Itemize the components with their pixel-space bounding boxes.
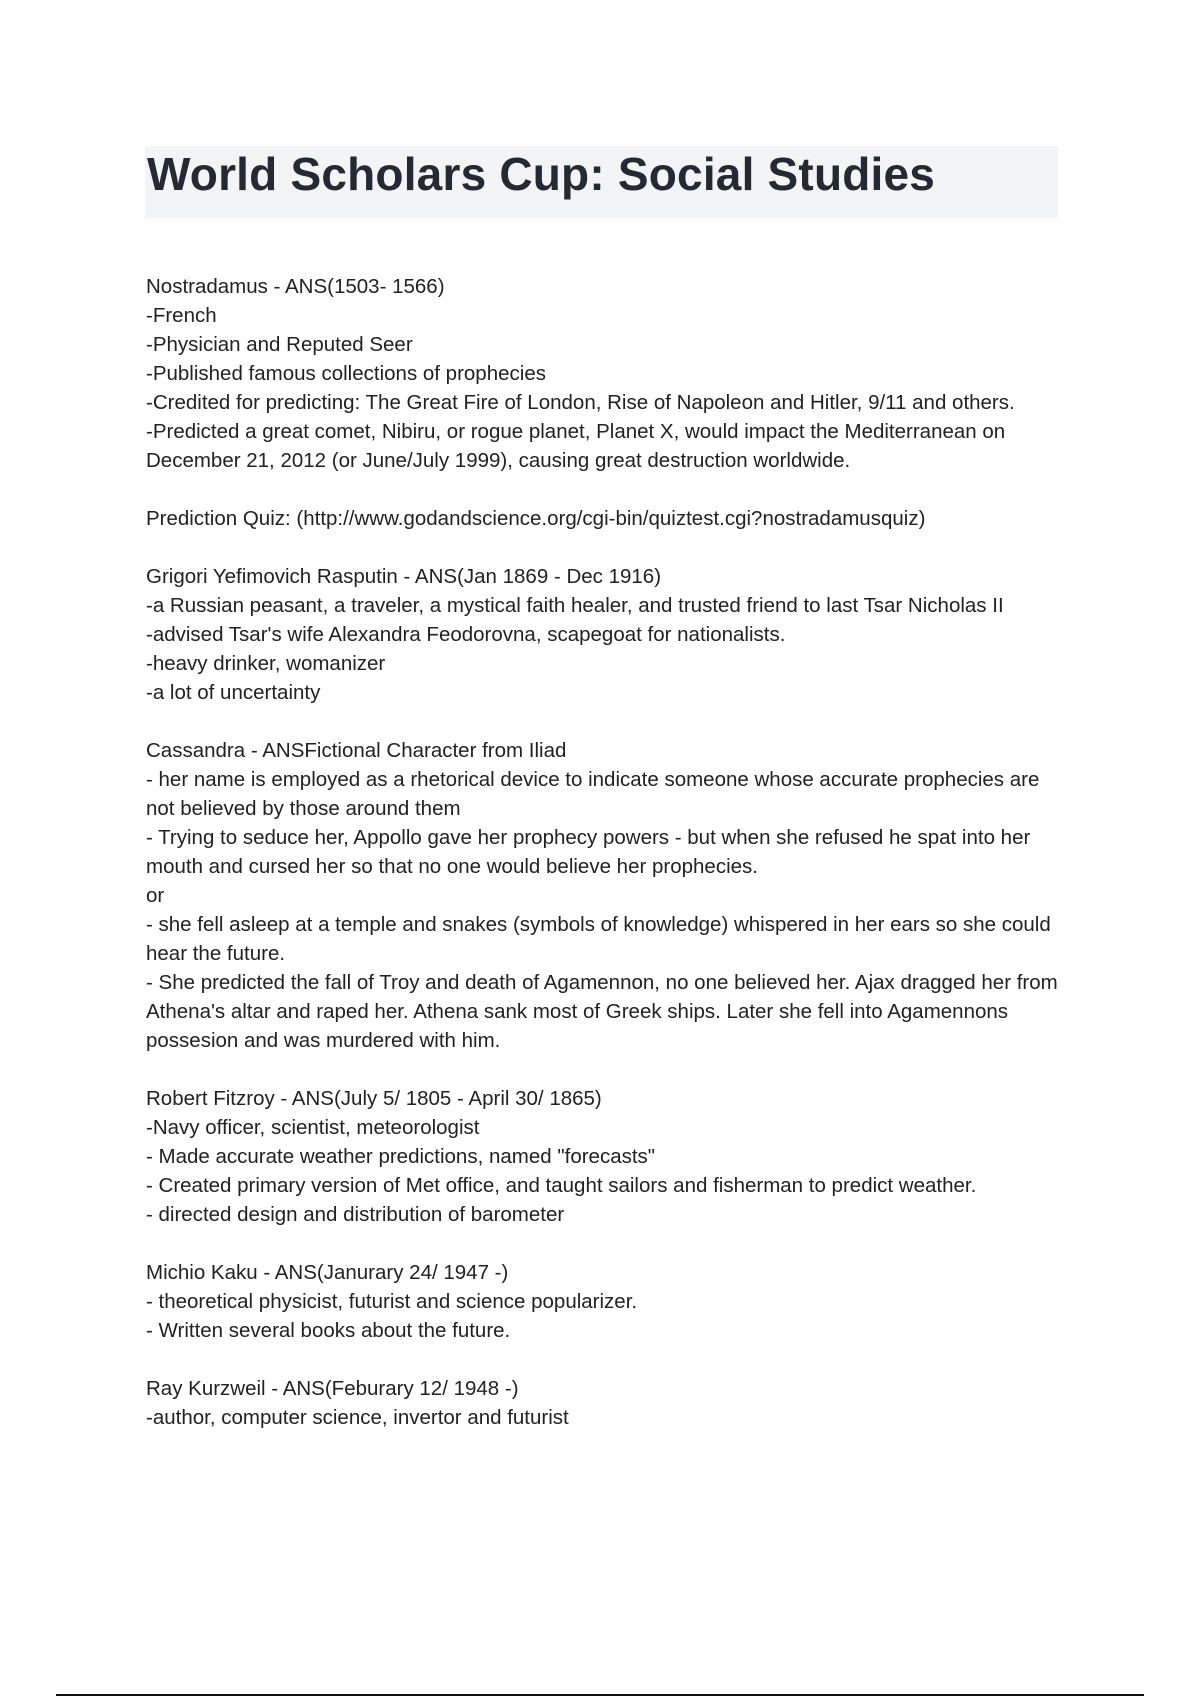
entry-line: -Physician and Reputed Seer — [146, 333, 413, 356]
entry-kurzweil — [146, 1374, 1066, 1432]
document-body — [146, 272, 1066, 1461]
entry-rasputin — [146, 562, 1066, 707]
entry-line: - she fell asleep at a temple and snakes (symbols of knowledge) whispered in her ears so she could hear the future. — [146, 913, 1051, 965]
entry-kaku — [146, 1258, 1066, 1345]
entry-nostradamus — [146, 272, 1066, 475]
entry-line: - Made accurate weather predictions, named "forecasts" — [146, 1145, 656, 1168]
entry-line: or — [146, 884, 165, 907]
entry-line: -a Russian peasant, a traveler, a mystical faith healer, and trusted friend to last Tsar Nicholas II — [146, 594, 1004, 617]
entry-heading: Cassandra - ANSFictional Character from Iliad — [146, 739, 567, 762]
entry-line: - her name is employed as a rhetorical device to indicate someone whose accurate prophecies are not believed by those around them — [146, 768, 1040, 820]
entry-heading: Ray Kurzweil - ANS(Feburary 12/ 1948 -) — [146, 1377, 519, 1400]
entry-line: - theoretical physicist, futurist and science popularizer. — [146, 1290, 638, 1313]
entry-line: -French — [146, 304, 217, 327]
entry-line: - Created primary version of Met office, and taught sailors and fisherman to predict weather. — [146, 1174, 977, 1197]
entry-line: - Written several books about the future. — [146, 1319, 511, 1342]
entry-line: -a lot of uncertainty — [146, 681, 321, 704]
quiz-link-text: Prediction Quiz: (http://www.godandscience.org/cgi-bin/quiztest.cgi?nostradamusquiz) — [146, 507, 926, 530]
entry-line: -Predicted a great comet, Nibiru, or rogue planet, Planet X, would impact the Mediterranean on December 21, 2012 (or June/July 1999), causing great destruction worldwide. — [146, 420, 1006, 472]
entry-line: -Navy officer, scientist, meteorologist — [146, 1116, 480, 1139]
entry-heading: Grigori Yefimovich Rasputin - ANS(Jan 1869 - Dec 1916) — [146, 565, 662, 588]
page-title: World Scholars Cup: Social Studies — [147, 148, 936, 200]
entry-heading: Michio Kaku - ANS(Janurary 24/ 1947 -) — [146, 1261, 509, 1284]
entry-line: -Credited for predicting: The Great Fire of London, Rise of Napoleon and Hitler, 9/11 and others. — [146, 391, 1015, 414]
entry-line: -heavy drinker, womanizer — [146, 652, 386, 675]
entry-prediction-quiz — [146, 504, 1066, 533]
entry-cassandra — [146, 736, 1066, 1055]
entry-line: - She predicted the fall of Troy and death of Agamennon, no one believed her. Ajax dragged her from Athena's altar and raped her. Athena sank most of Greek ships. Later she fell into Agamennons possesion and was murdered with him. — [146, 971, 1058, 1052]
entry-line: - directed design and distribution of barometer — [146, 1203, 565, 1226]
entry-line: -advised Tsar's wife Alexandra Feodorovna, scapegoat for nationalists. — [146, 623, 786, 646]
footer-divider — [56, 1694, 1144, 1696]
entry-line: -author, computer science, invertor and futurist — [146, 1406, 569, 1429]
entry-line: - Trying to seduce her, Appollo gave her prophecy powers - but when she refused he spat into her mouth and cursed her so that no one would believe her prophecies. — [146, 826, 1031, 878]
entry-heading: Nostradamus - ANS(1503- 1566) — [146, 275, 445, 298]
entry-fitzroy — [146, 1084, 1066, 1229]
entry-heading: Robert Fitzroy - ANS(July 5/ 1805 - April 30/ 1865) — [146, 1087, 602, 1110]
entry-line: -Published famous collections of prophecies — [146, 362, 546, 385]
